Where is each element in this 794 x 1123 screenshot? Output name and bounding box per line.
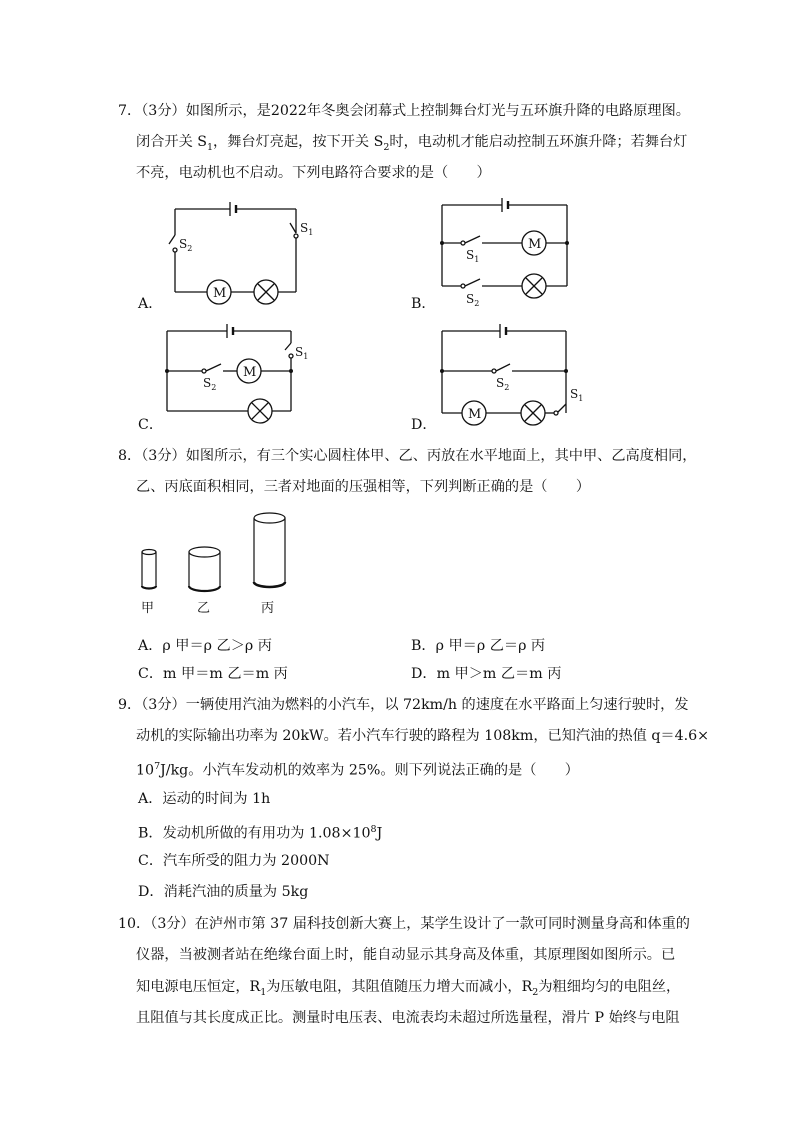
label-jia: 甲 <box>141 601 155 616</box>
q10-line4: 且阻值与其长度成正比。测量时电压表、电流表均未超过所选量程，滑片 P 始终与电阻 <box>136 1010 680 1026</box>
q7d-s2-label: $S_2$ <box>496 376 510 392</box>
q7-option-a-label[interactable]: A． <box>138 296 163 312</box>
q10-line1: 10．（3分）在泸州市第 37 届科技创新大赛上，某学生设计了一款可同时测量身高和体重的 <box>118 916 690 932</box>
q8-line1: 8．（3分）如图所示，有三个实心圆柱体甲、乙、丙放在水平地面上，其中甲、乙高度相同， <box>118 448 697 464</box>
q7b-s1-label: $S_1$ <box>466 248 480 264</box>
q7c-s1-label: $S_1$ <box>295 345 309 361</box>
q7d-s1-label: $S_1$ <box>570 387 584 403</box>
q8-cylinders-figure <box>130 508 300 620</box>
q9-option-d[interactable]: D．消耗汽油的质量为 5kg <box>138 884 309 900</box>
q7a-s2-label: $S_2$ <box>179 237 193 253</box>
q8-option-a[interactable]: A．ρ 甲＝ρ 乙＞ρ 丙 <box>138 638 272 654</box>
q7b-s2-label: $S_2$ <box>466 292 480 308</box>
label-yi: 乙 <box>197 601 211 616</box>
q9-option-c[interactable]: C．汽车所受的阻力为 2000N <box>138 853 330 869</box>
q7-circuit-d <box>430 318 590 426</box>
q7-line2: 闭合开关 $S_1$，舞台灯亮起，按下开关 $S_2$时，电动机才能启动控制五环旗升降；若舞台灯 <box>136 134 688 153</box>
q7-circuit-b <box>430 193 580 308</box>
q8-option-b[interactable]: B．ρ 甲＝ρ 乙＝ρ 丙 <box>411 638 546 654</box>
q7a-motor-label: M <box>213 286 227 301</box>
q7-option-b-label[interactable]: B． <box>411 296 436 312</box>
q7c-motor-label: M <box>243 365 257 380</box>
q7-option-c-label[interactable]: C． <box>138 417 164 433</box>
cylinder-jia <box>142 550 156 589</box>
q7d-motor-label: M <box>468 407 482 422</box>
q7a-s1-label: $S_1$ <box>300 221 314 237</box>
q7-option-d-label[interactable]: D． <box>411 417 437 433</box>
q7-circuit-a <box>160 195 314 305</box>
q8-option-c[interactable]: C．m 甲＝m 乙＝m 丙 <box>138 666 288 682</box>
label-bing: 丙 <box>261 601 275 616</box>
q9-line1: 9．（3分）一辆使用汽油为燃料的小汽车，以 72km/h 的速度在水平路面上匀速行驶时，发 <box>118 697 689 713</box>
cylinder-yi <box>189 547 220 591</box>
q7b-motor-label: M <box>528 237 542 252</box>
q10-line3: 知电源电压恒定，$R_1$为压敏电阻，其阻值随压力增大而减小，$R_2$为粗细均匀的电阻丝， <box>136 979 681 998</box>
q8-line2: 乙、丙底面积相同，三者对地面的压强相等，下列判断正确的是（ ） <box>136 479 591 495</box>
q9-line2: 动机的实际输出功率为 20kW。若小汽车行驶的路程为 108km，已知汽油的热值 q＝4.6× <box>136 728 710 744</box>
q7-line3: 不亮，电动机也不启动。下列电路符合要求的是（ ） <box>136 165 491 181</box>
q9-line3: $10^7J/kg$。小汽车发动机的效率为 25%。则下列说法正确的是（ ） <box>136 761 579 779</box>
q7-circuit-c <box>155 318 315 426</box>
q10-line2: 仪器，当被测者站在绝缘台面上时，能自动显示其身高及体重，其原理图如图所示。已 <box>136 947 676 963</box>
cylinder-bing <box>254 513 285 587</box>
q9-option-b[interactable]: B．发动机所做的有用功为 $1.08\times 10^8J$ <box>138 824 383 842</box>
q7-line1: 7．（3分）如图所示，是2022年冬奥会闭幕式上控制舞台灯光与五环旗升降的电路原理图。 <box>118 103 690 119</box>
q8-option-d[interactable]: D．m 甲＞m 乙＝m 丙 <box>411 666 562 682</box>
q9-option-a[interactable]: A．运动的时间为 1h <box>138 791 271 807</box>
q7c-s2-label: $S_2$ <box>203 376 217 392</box>
